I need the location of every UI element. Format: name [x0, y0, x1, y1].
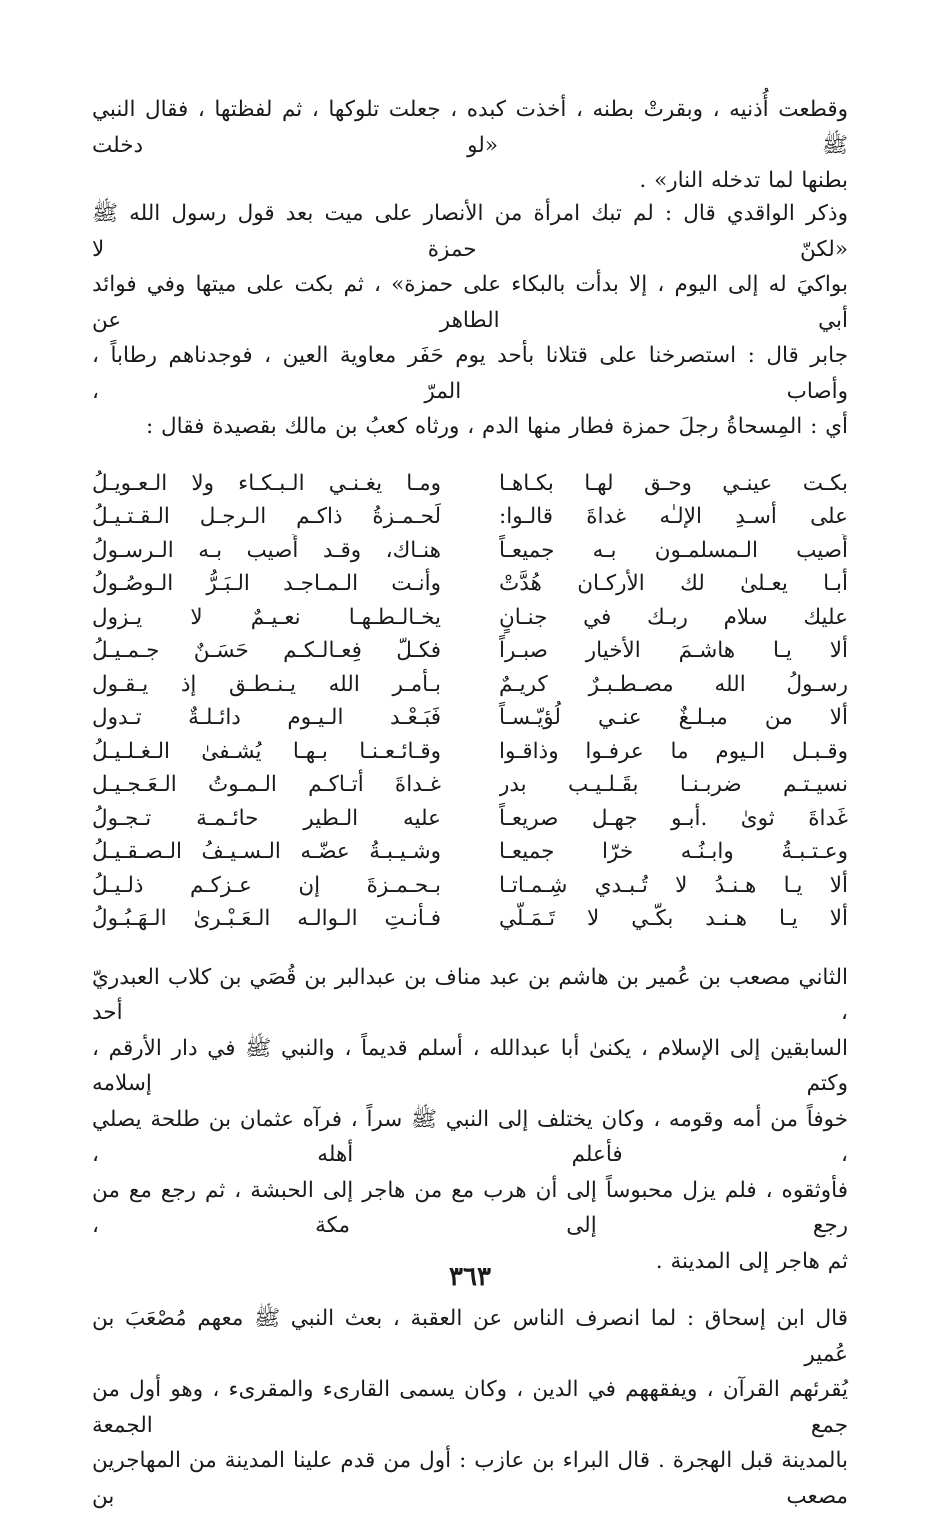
paragraph-4	[92, 1301, 848, 1514]
verse-first-hemistich: رسـولُ الله مصـطـبـرٌ كريـمٌ	[499, 671, 848, 697]
verse-second-hemistich: غـداةَ أتـاكـم الـمـوتُ الـعَـجـيـل	[92, 772, 441, 797]
verse-first-hemistich: على أسـدِ الإلـٰه غداةَ قالـوا:	[499, 504, 848, 529]
verse-second-hemistich: بـأمـر الله يـنـطـق إذ يـقـول	[92, 671, 441, 697]
verse-second-hemistich: هنـاك، وقـد أُصيب بـه الـرسـولُ	[92, 537, 441, 563]
verse-first-hemistich: ألا يـا هاشـمَ الأخيار صبـراً	[499, 638, 848, 663]
paragraph-3	[92, 960, 848, 1280]
text-line: خوفاً من أمه وقومه ، وكان يختلف إلى النبي ﷺ سراً ، فرآه عثمان بن طلحة يصلي ، فأعلم أهله ،	[92, 1106, 848, 1167]
paragraph-1	[92, 92, 848, 193]
verse-second-hemistich: لَحـمـزةُ ذاكـم الـرجـل الـقـتـيـلُ	[92, 504, 441, 529]
verse-first-hemistich: ألا يـا هـنـدُ لا تُـبـدي شِـمـاتـا	[499, 872, 848, 898]
verse-first-hemistich: ألا يـا هـنـد بكّـي لا تَـمَـلّي	[499, 906, 848, 931]
poem	[92, 467, 848, 936]
text-line: فأوثقوه ، فلم يزل محبوساً إلى أن هرب مع من هاجر إلى الحبشة ، ثم رجع مع من رجع إلى مكة ،	[92, 1177, 848, 1238]
verse-first-hemistich: وعـتـبـةُ وابـنُـه خرّا جميعـا	[499, 839, 848, 864]
verse-first-hemistich: غَداةَ ثوىٰ .أبـو جهـل صريعـاً	[499, 805, 848, 831]
text-line: أي : المِسحاةُ رجلَ حمزة فطار منها الدم ، ورثاه كعبُ بن مالك بقصيدة فقال :	[145, 414, 848, 439]
verse-first-hemistich: عليك سلام ربـك في جنـانٍ	[499, 604, 848, 630]
text-line: ثم هاجر إلى المدينة .	[655, 1248, 848, 1274]
verse-second-hemistich: يخـالـطـهـا نعـيـمٌ لا يـزول	[92, 604, 441, 630]
text-line: بواكيَ له إلى اليوم ، إلا بدأت بالبكاء على حمزة» ، ثم بكت على ميتها وفي فوائد أبي الطاهر عن	[92, 272, 848, 333]
text-line: جابر قال : استصرخنا على قتلانا بأحد يوم حَفَر معاوية العين ، فوجدناهم رطاباً ، وأصاب المرّ ،	[92, 343, 848, 404]
page-number: ٣٦٣	[449, 1262, 491, 1292]
text-line: بطنها لما تدخله النار» .	[639, 168, 848, 193]
verse-second-hemistich: وقـائـعـنـا بـهـا يُشـفىٰ الـغـلـيـلُ	[92, 738, 441, 764]
verse-second-hemistich: فكـلّ فِعـالـكـم حَسَـنٌ جـمـيـلُ	[92, 638, 441, 663]
verse-second-hemistich: وشـيـبـةُ عضّـه الـسـيـفُ الـصـقـيـلُ	[92, 839, 441, 864]
verse-second-hemistich: بـحـمـزةَ إن عـزكـم ذلـيـلُ	[92, 872, 441, 898]
verse-second-hemistich: فـأنـتِ الـوالـه الـعَـبْـرىٰ الـهَـبُـولُ	[92, 906, 441, 931]
text-line: بالمدينة قبل الهجرة . قال البراء بن عازب : أول من قدم علينا المدينة من المهاجرين مصعب بن	[92, 1448, 848, 1509]
verse-first-hemistich: بكـت عينـي وحـق لهـا بكـاهـا	[499, 470, 848, 496]
verse-second-hemistich: وأنـت الـمـاجـد الـبَـرُّ الـوصُـولُ	[92, 571, 441, 596]
verse-second-hemistich: ومـا يغـنـي الـبـكـاء ولا الـعـويـلُ	[92, 470, 441, 496]
text-line: قال ابن إسحاق : لما انصرف الناس عن العقبة ، بعث النبي ﷺ معهم مُصْعَبَ بن عُمير	[92, 1306, 848, 1367]
text-line: وذكر الواقدي قال : لم تبك امرأة من الأنصار على ميت بعد قول رسول الله ﷺ «لكنّ حمزة لا	[92, 201, 848, 262]
paragraph-2	[92, 196, 848, 445]
verse-first-hemistich: أُصيب الـمسلمـون بـه جميعـاً	[499, 537, 848, 563]
verse-first-hemistich: نسيـتـم ضربـنـا بقَـلـيـب بدر	[499, 772, 848, 797]
verse-first-hemistich: وقـبـل الـيوم ما عرفـوا وذاقـوا	[499, 738, 848, 764]
verse-second-hemistich: عليه الـطير حائـمـة تـجـولُ	[92, 805, 441, 831]
verse-first-hemistich: ألا من مبـلـغٌ عنـي لُؤيّـسـاً	[499, 705, 848, 730]
text-line: السابقين إلى الإسلام ، يكنىٰ أبا عبدالله ، أسلم قديماً ، والنبي ﷺ في دار الأرقم ، وكتم إسلامه	[92, 1035, 848, 1096]
verse-first-hemistich: أبـا يعـلىٰ لك الأركـان هُدَّتْ	[499, 571, 848, 596]
text-line: الثاني مصعب بن عُمير بن هاشم بن عبد مناف بن عبدالبر بن قُصَي بن كلاب العبدريّ ، أحد	[92, 964, 848, 1025]
text-line: يُقرئهم القرآن ، ويفقههم في الدين ، وكان يسمى القارىء والمقرىء ، وهو أول من جمع الجمعة	[92, 1377, 848, 1438]
verse-second-hemistich: فَبَـعْـد الـيـوم دائـلـةٌ تـدول	[92, 705, 441, 730]
text-line: وقطعت أُذنيه ، وبقرتْ بطنه ، أخذت كبده ، جعلت تلوكها ، ثم لفظتها ، فقال النبي ﷺ «لو دخلت	[92, 97, 848, 158]
